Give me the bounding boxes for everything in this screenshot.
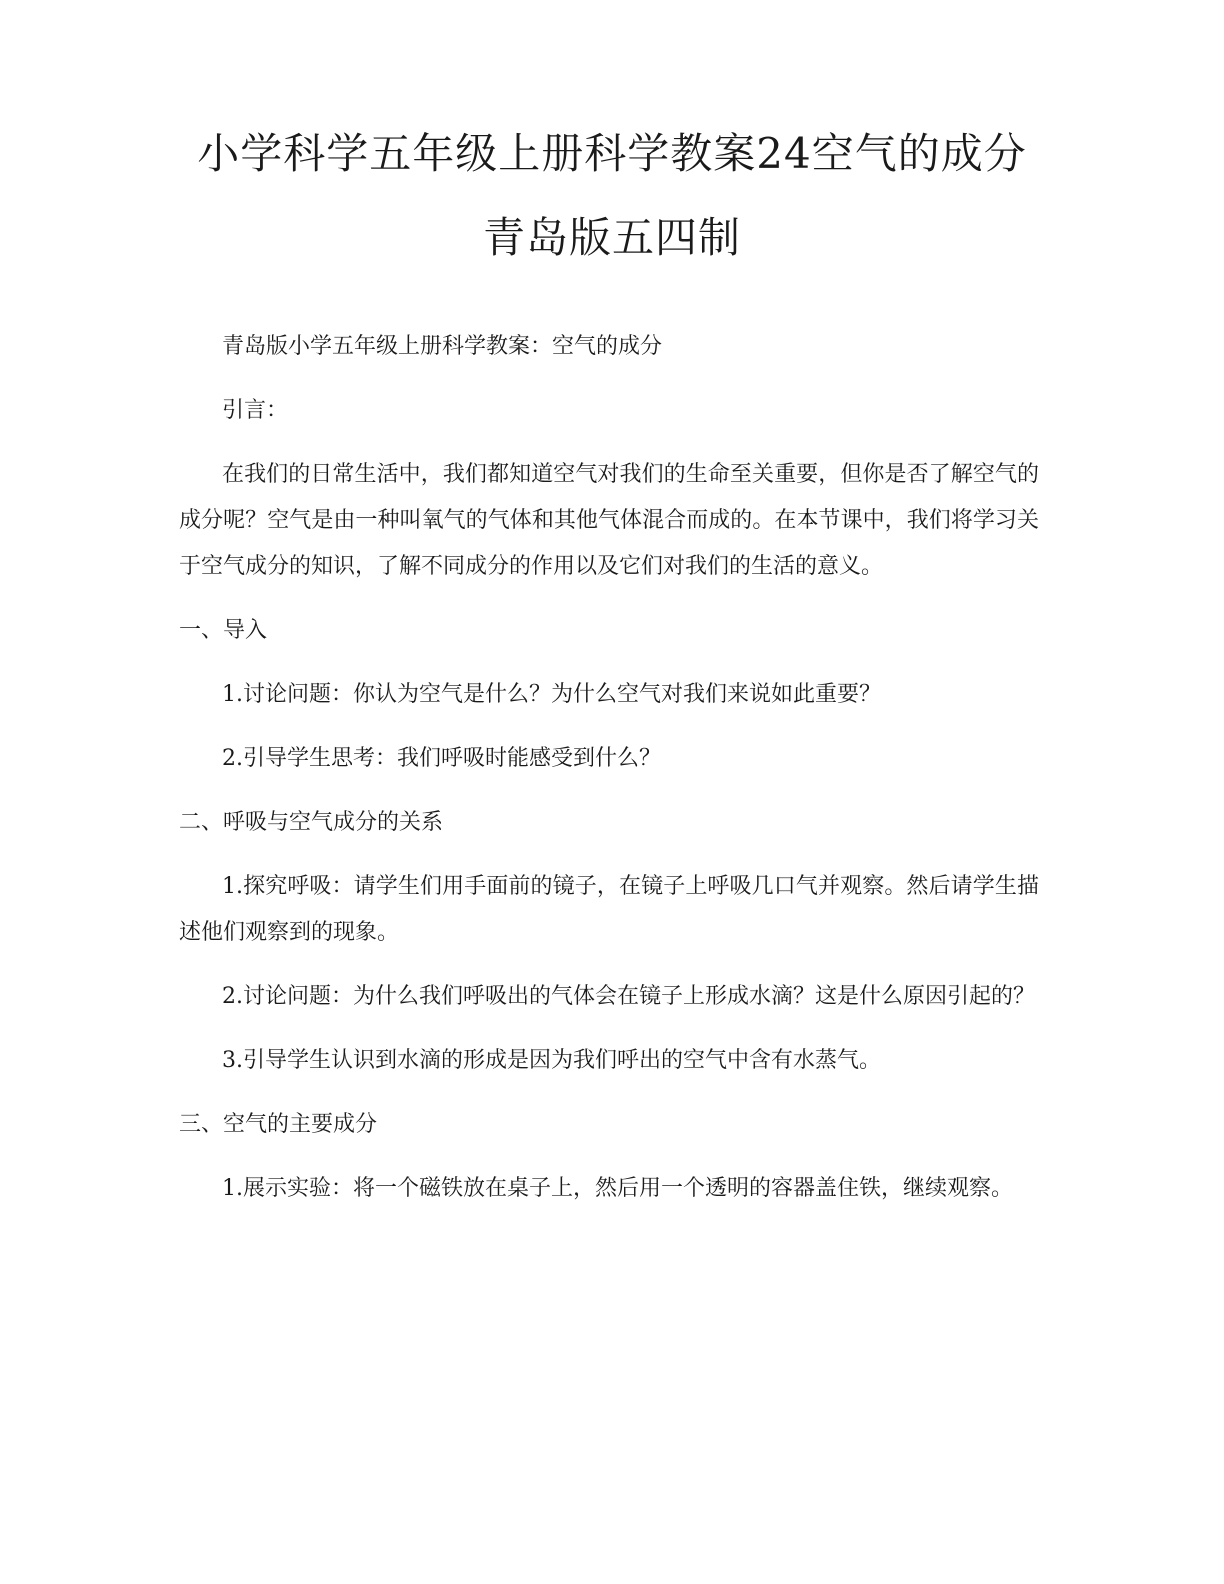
intro-label: 引言： <box>222 398 289 423</box>
list-item: 2.讨论问题：为什么我们呼吸出的气体会在镜子上形成水滴？这是什么原因引起的？ <box>222 984 1035 1009</box>
list-item: 2.引导学生思考：我们呼吸时能感受到什么？ <box>222 746 661 771</box>
document-title-line-2: 青岛版五四制 <box>482 213 741 262</box>
list-item: 3.引导学生认识到水滴的形成是因为我们呼出的空气中含有水蒸气。 <box>222 1048 881 1073</box>
list-item: 1.讨论问题：你认为空气是什么？为什么空气对我们来说如此重要？ <box>222 682 881 707</box>
list-item: 1.展示实验：将一个磁铁放在桌子上，然后用一个透明的容器盖住铁，继续观察。 <box>222 1176 1013 1201</box>
section-heading-2: 二、呼吸与空气成分的关系 <box>179 810 444 835</box>
intro-paragraph: 在我们的日常生活中，我们都知道空气对我们的生命至关重要，但你是否了解空气的成分呢？空气是由一种叫氧气的气体和其他气体混合而成的。在本节课中，我们将学习关于空气成分的知识，了解不同成分的作用以及它们对我们的生活的意义。 <box>179 462 1039 579</box>
document-body <box>179 324 1039 1230</box>
list-item: 1.探究呼吸：请学生们用手面前的镜子，在镜子上呼吸几口气并观察。然后请学生描述他们观察到的现象。 <box>179 874 1039 945</box>
section-heading-3: 三、空气的主要成分 <box>179 1112 378 1137</box>
document-title-line-1: 小学科学五年级上册科学教案24空气的成分 <box>197 129 1027 178</box>
section-heading-1: 一、导入 <box>179 618 268 643</box>
subtitle-paragraph: 青岛版小学五年级上册科学教案：空气的成分 <box>222 334 663 359</box>
